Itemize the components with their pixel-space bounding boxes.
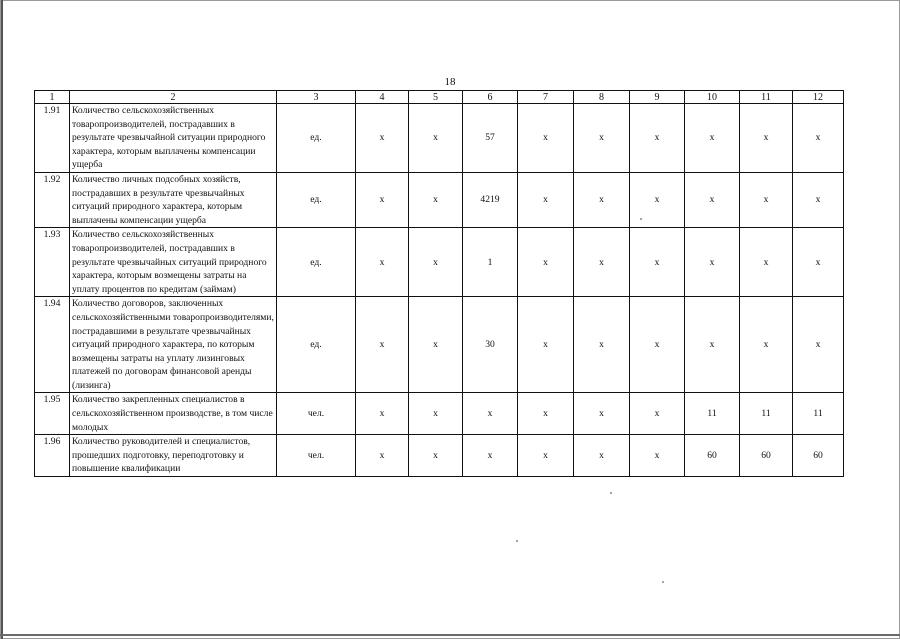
page-number: 18	[444, 76, 456, 88]
value-cell: х	[630, 297, 685, 393]
indicator-number: 1.96	[35, 435, 70, 477]
value-cell: х	[740, 104, 793, 173]
column-number: 6	[463, 91, 518, 104]
value-cell: 11	[685, 393, 740, 435]
value-cell: х	[518, 104, 574, 173]
value-cell: 57	[463, 104, 518, 173]
value-cell: х	[409, 228, 463, 297]
column-number: 1	[35, 91, 70, 104]
scan-speck	[516, 540, 518, 542]
indicator-description: Количество личных подсобных хозяйств, пострадавших в результате чрезвычайных ситуаций природного характера, которым выплачены компенсации ущерба	[70, 172, 277, 227]
value-cell: х	[574, 104, 630, 173]
unit-cell: ед.	[277, 228, 356, 297]
indicator-number: 1.92	[35, 172, 70, 227]
value-cell: х	[518, 228, 574, 297]
value-cell: х	[685, 104, 740, 173]
table-row	[35, 104, 844, 173]
column-number: 7	[518, 91, 574, 104]
value-cell: х	[685, 172, 740, 227]
value-cell: 1	[463, 228, 518, 297]
scan-speck	[610, 492, 612, 494]
value-cell: х	[630, 228, 685, 297]
unit-cell: чел.	[277, 435, 356, 477]
scan-edge-bottom	[0, 634, 900, 636]
indicator-number: 1.94	[35, 297, 70, 393]
value-cell: х	[685, 297, 740, 393]
value-cell: х	[793, 228, 844, 297]
value-cell: 11	[740, 393, 793, 435]
value-cell: х	[518, 435, 574, 477]
indicator-number: 1.91	[35, 104, 70, 173]
value-cell: х	[630, 435, 685, 477]
value-cell: х	[356, 104, 409, 173]
value-cell: х	[463, 435, 518, 477]
unit-cell: ед.	[277, 172, 356, 227]
value-cell: х	[356, 228, 409, 297]
value-cell: х	[685, 228, 740, 297]
column-number-row	[35, 91, 844, 104]
value-cell: х	[740, 172, 793, 227]
value-cell: х	[518, 297, 574, 393]
value-cell: х	[409, 393, 463, 435]
value-cell: х	[630, 393, 685, 435]
value-cell: х	[409, 172, 463, 227]
value-cell: х	[793, 297, 844, 393]
column-number: 10	[685, 91, 740, 104]
value-cell: х	[518, 172, 574, 227]
column-number: 9	[630, 91, 685, 104]
column-number: 5	[409, 91, 463, 104]
table-row	[35, 435, 844, 477]
unit-cell: чел.	[277, 393, 356, 435]
value-cell: х	[356, 393, 409, 435]
value-cell: 60	[740, 435, 793, 477]
scan-edge-left	[1, 0, 3, 639]
value-cell: х	[356, 172, 409, 227]
indicator-description: Количество закрепленных специалистов в сельскохозяйственном производстве, в том числе молодых	[70, 393, 277, 435]
value-cell: х	[409, 104, 463, 173]
indicator-number: 1.95	[35, 393, 70, 435]
scan-speck	[662, 581, 664, 583]
indicator-description: Количество сельскохозяйственных товаропроизводителей, пострадавших в результате чрезвычайной ситуации природного характера, которым выплачены компенсации ущерба	[70, 104, 277, 173]
value-cell: х	[518, 393, 574, 435]
table-row	[35, 228, 844, 297]
indicator-description: Количество сельскохозяйственных товаропроизводителей, пострадавших в результате чрезвычайных ситуаций природного характера, которым возмещены затраты на уплату процентов по кредитам (займам)	[70, 228, 277, 297]
value-cell: 4219	[463, 172, 518, 227]
value-cell: х	[574, 297, 630, 393]
value-cell: х	[409, 435, 463, 477]
indicator-number: 1.93	[35, 228, 70, 297]
value-cell: х	[463, 393, 518, 435]
value-cell: х	[740, 297, 793, 393]
value-cell: х	[740, 228, 793, 297]
column-number: 11	[740, 91, 793, 104]
value-cell: х	[793, 172, 844, 227]
value-cell: х	[574, 228, 630, 297]
indicators-table	[34, 90, 844, 477]
table-row	[35, 393, 844, 435]
column-number: 12	[793, 91, 844, 104]
unit-cell: ед.	[277, 297, 356, 393]
value-cell: 30	[463, 297, 518, 393]
value-cell: х	[409, 297, 463, 393]
column-number: 3	[277, 91, 356, 104]
value-cell: х	[630, 172, 685, 227]
value-cell: х	[574, 393, 630, 435]
indicator-description: Количество договоров, заключенных сельскохозяйственными товаропроизводителями, пострадавшими в результате чрезвычайных ситуаций природного характера, по которым возмещены затраты на уплату лизинговых платежей по договорам финансовой аренды (лизинга)	[70, 297, 277, 393]
value-cell: 60	[685, 435, 740, 477]
table-row	[35, 172, 844, 227]
column-number: 8	[574, 91, 630, 104]
unit-cell: ед.	[277, 104, 356, 173]
value-cell: 60	[793, 435, 844, 477]
value-cell: х	[574, 435, 630, 477]
value-cell: х	[630, 104, 685, 173]
column-number: 2	[70, 91, 277, 104]
indicator-description: Количество руководителей и специалистов, прошедших подготовку, переподготовку и повышение квалификации	[70, 435, 277, 477]
column-number: 4	[356, 91, 409, 104]
value-cell: х	[574, 172, 630, 227]
value-cell: х	[356, 297, 409, 393]
table-row	[35, 297, 844, 393]
value-cell: х	[356, 435, 409, 477]
value-cell: 11	[793, 393, 844, 435]
value-cell: х	[793, 104, 844, 173]
